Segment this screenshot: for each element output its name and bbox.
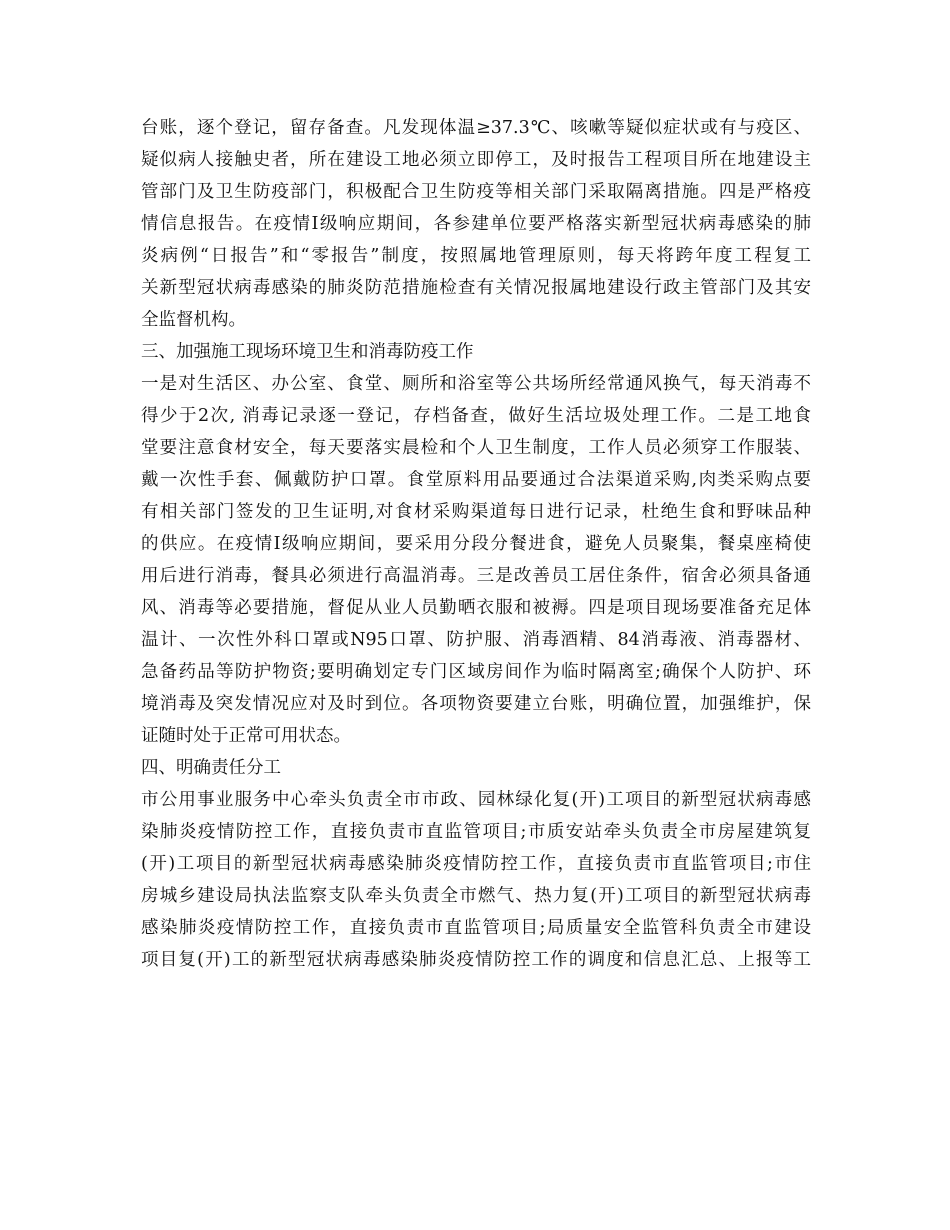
text-line: 证随时处于正常可用状态。 [141, 726, 351, 746]
text-line: 的供应。在疫情Ⅰ级响应期间，要采用分段分餐进食，避免人员聚集，餐桌座椅使 [141, 534, 811, 554]
text-line: 用后进行消毒，餐具必须进行高温消毒。三是改善员工居住条件，宿舍必须具备通 [141, 566, 811, 586]
text-line: 风、消毒等必要措施，督促从业人员勤晒衣服和被褥。四是项目现场要准备充足体 [141, 598, 811, 618]
text-line: 温计、一次性外科口罩或N95口罩、防护服、消毒酒精、84消毒液、消毒器材、 [141, 630, 811, 650]
text-line: 全监督机构。 [141, 310, 246, 330]
text-line: 境消毒及突发情况应对及时到位。各项物资要建立台账，明确位置，加强维护，保 [141, 694, 811, 714]
text-line: 关新型冠状病毒感染的肺炎防范措施检查有关情况报属地建设行政主管部门及其安 [141, 278, 811, 298]
text-line: 情信息报告。在疫情Ⅰ级响应期间，各参建单位要严格落实新型冠状病毒感染的肺 [141, 214, 811, 234]
text-line: 感染肺炎疫情防控工作，直接负责市直监管项目;局质量安全监管科负责全市建设 [141, 918, 811, 938]
text-line: (开)工项目的新型冠状病毒感染肺炎疫情防控工作，直接负责市直监管项目;市住 [141, 854, 811, 874]
text-line: 得少于2次, 消毒记录逐一登记，存档备查，做好生活垃圾处理工作。二是工地食 [141, 406, 811, 426]
text-line: 市公用事业服务中心牵头负责全市市政、园林绿化复(开)工项目的新型冠状病毒感 [141, 790, 811, 810]
text-line: 急备药品等防护物资;要明确划定专门区域房间作为临时隔离室;确保个人防护、环 [141, 662, 811, 682]
text-line: 管部门及卫生防疫部门，积极配合卫生防疫等相关部门采取隔离措施。四是严格疫 [141, 182, 811, 202]
text-line: 三、加强施工现场环境卫生和消毒防疫工作 [141, 342, 474, 362]
text-line: 项目复(开)工的新型冠状病毒感染肺炎疫情防控工作的调度和信息汇总、上报等工 [141, 950, 811, 970]
text-line: 台账，逐个登记，留存备查。凡发现体温≥37.3℃、咳嗽等疑似症状或有与疫区、 [141, 118, 811, 138]
text-line: 有相关部门签发的卫生证明,对食材采购渠道每日进行记录，杜绝生食和野味品种 [141, 502, 811, 522]
text-line: 戴一次性手套、佩戴防护口罩。食堂原料用品要通过合法渠道采购,肉类采购点要 [141, 470, 811, 490]
document-body [141, 112, 811, 976]
text-line: 疑似病人接触史者，所在建设工地必须立即停工，及时报告工程项目所在地建设主 [141, 150, 811, 170]
text-line: 四、明确责任分工 [141, 758, 281, 778]
text-line: 堂要注意食材安全，每天要落实晨检和个人卫生制度，工作人员必须穿工作服装、 [141, 438, 811, 458]
text-line: 炎病例“日报告”和“零报告”制度，按照属地管理原则，每天将跨年度工程复工 [141, 246, 811, 266]
text-line: 房城乡建设局执法监察支队牵头负责全市燃气、热力复(开)工项目的新型冠状病毒 [141, 886, 811, 906]
text-line: 染肺炎疫情防控工作，直接负责市直监管项目;市质安站牵头负责全市房屋建筑复 [141, 822, 811, 842]
text-line: 一是对生活区、办公室、食堂、厕所和浴室等公共场所经常通风换气，每天消毒不 [141, 374, 811, 394]
